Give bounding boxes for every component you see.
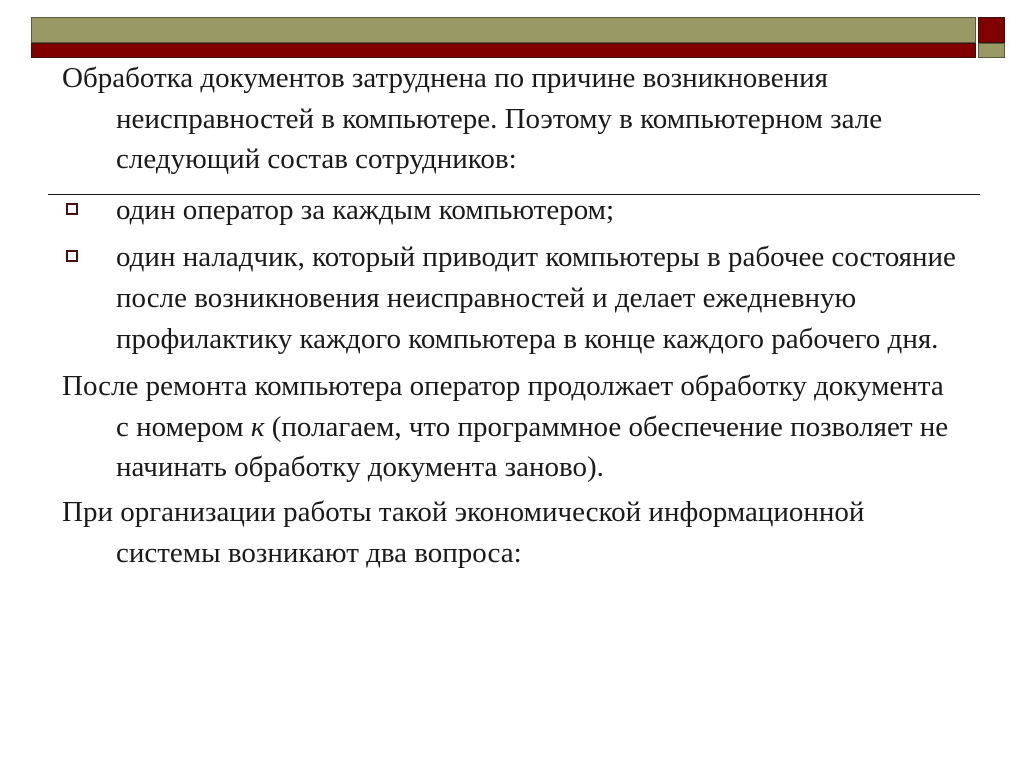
header-olive-bar — [31, 17, 976, 43]
square-bullet-icon — [66, 250, 78, 262]
header-olive-square — [978, 43, 1005, 58]
header-maroon-square — [978, 17, 1005, 43]
repair-text-before: После ремонта компьютера оператор продолжает обработку документа с номером — [62, 370, 944, 443]
bullet-text: один оператор за каждым компьютером; — [116, 193, 615, 226]
repair-text-after: (полагаем, что программное обеспечение позволяет не начинать обработку документа заново). — [116, 410, 949, 484]
bullet-text: один наладчик, который приводит компьютеры в рабочее состояние после возникновения неисправностей и делает ежедневную профилактику каждого компьютера в конце каждого рабочего дня. — [116, 241, 956, 355]
intro-paragraph: Обработка документов затруднена по причине возникновения неисправностей в компьютере. Поэтому в компьютерном зале следующий состав сотрудников: — [62, 62, 883, 176]
closing-paragraph: При организации работы такой экономической информационной системы возникают два вопроса: — [62, 495, 865, 569]
document-number-variable: к — [250, 410, 265, 443]
bullet-item-technician — [62, 237, 962, 359]
header-maroon-bar — [31, 43, 976, 58]
repair-paragraph — [62, 366, 962, 488]
slide-body — [62, 58, 962, 577]
square-bullet-icon — [66, 203, 78, 215]
bullet-item-operator — [62, 190, 962, 231]
